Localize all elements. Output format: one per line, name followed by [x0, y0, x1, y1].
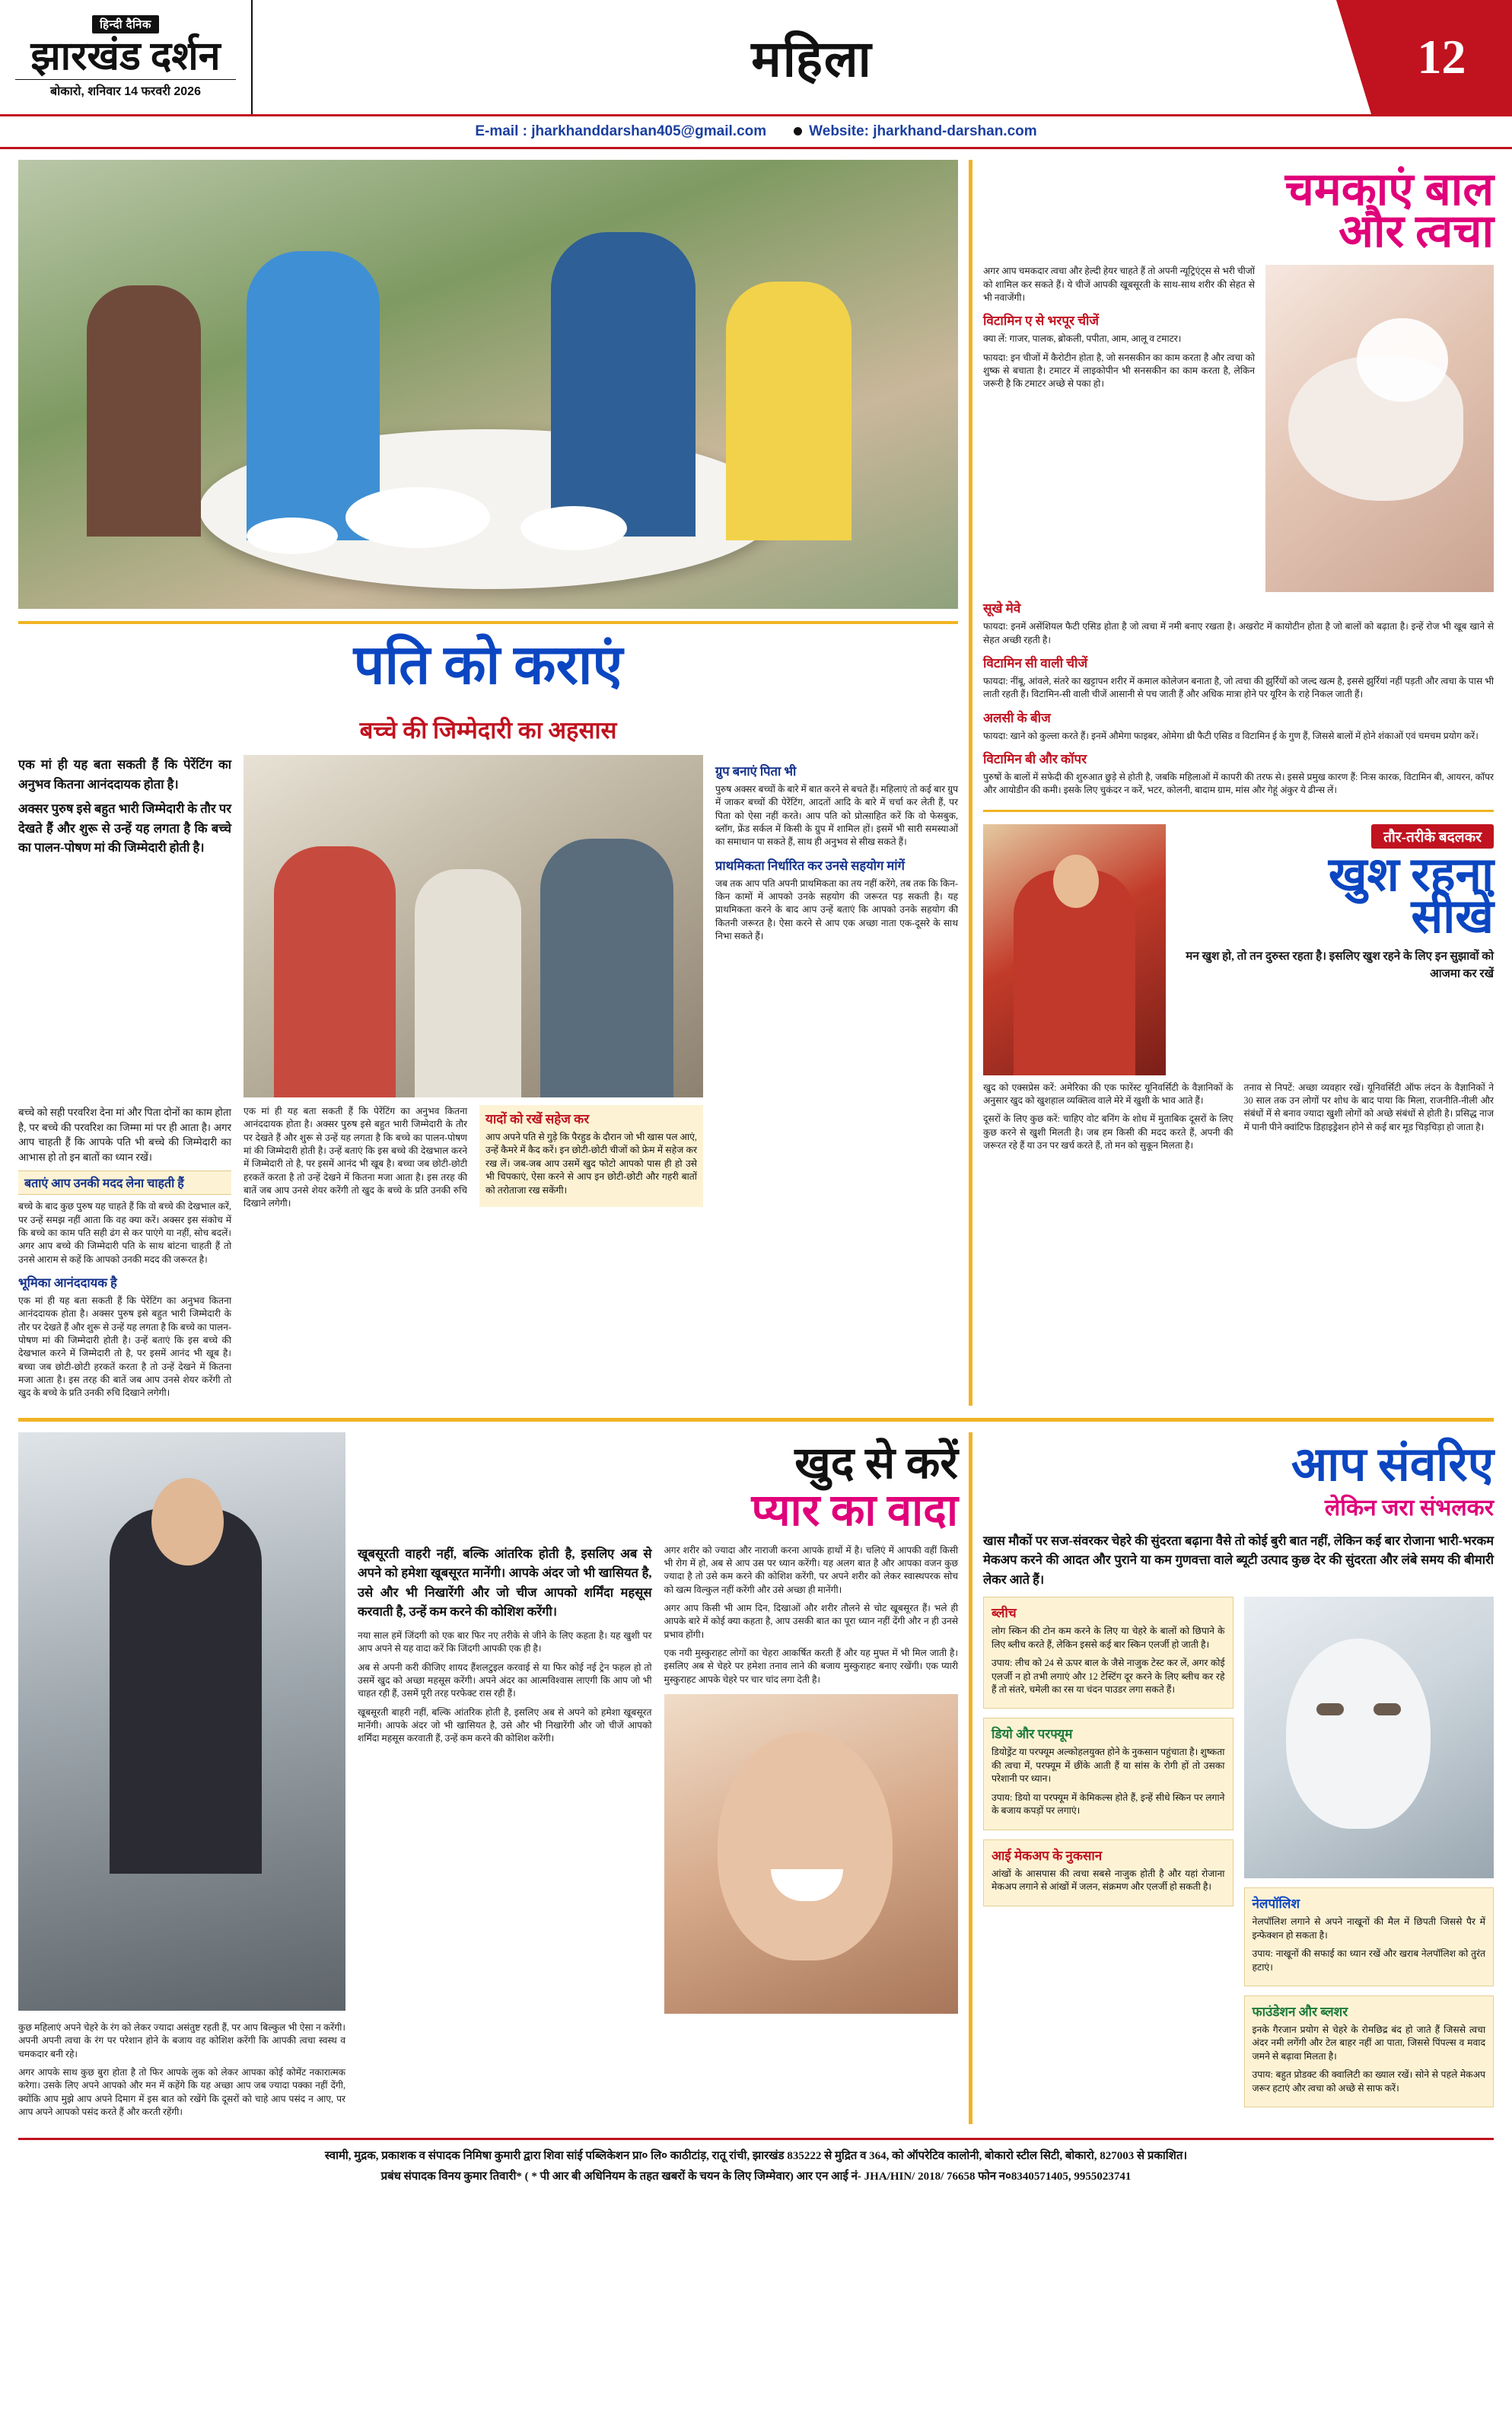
pati-sub4: प्राथमिकता निर्धारित कर उनसे सहयोग मांगें — [715, 858, 905, 873]
pati-para5: जब तक आप पति अपनी प्राथमिकता का तय नहीं करेंगे, तब तक कि किन-किन कामों में आपको उनके सहयोग की जरूरत पड़ सकती है। यह प्राथमिकता करने के बाद आप उन्हें बताएं कि आपको उनके सहयोग की कितनी जरूरत है। ऐसा करने से आप एक अच्छा नाता एक-दूसरे के साथ निभा सकते हैं। — [715, 877, 958, 941]
khud-p3: खूबसूरती बाहरी नहीं, बल्कि आंतरिक होती है, इसलिए अब से अपने को हमेशा खूबसूरत मानेंगी। आपके अंदर जो भी खासियत है, उसे और भी निखारेंगी और जो चीजें आपको शर्मिंदा महसूस करवाती हैं, उन्हें कम करने की कोशिश करेंगी। — [358, 1706, 652, 1744]
pati-para6: आप अपने पति से गुड़े कि पैरहुड के दौरान जो भी खास पल आएं, उन्हें कैमरे में कैद करें। इन छोटी-छोटी चीजों को फ्रेम में सहेज कर रख लें। जब-जब आप उसमें खुद फोटो आपको पास ही हो उसे भी चिपकाएं, ऐसा करने से आप इन छोटी-छोटी और गहरी बातों को तरोताजा रख सकेंगी। — [485, 1132, 697, 1196]
aap-article — [983, 1432, 1494, 2125]
tipbox-nailpolish — [1244, 1887, 1494, 1986]
top-section — [0, 149, 1512, 1406]
khush-p3: तनाव से निपटें: अच्छा व्यवहार रखें। यूनिवर्सिटी ऑफ लंदन के वैज्ञानिकों ने 30 साल तक उन लोगों पर शोध के बाद पाया कि मिला, राजनीति-नीली और संबंधों में से बनाव ज्यादा खुशी लोगों को अच्छे संबंधों से होती है। प्रसिद्ध नाज में पानी पीने क्वांटिफ डिहाइड्रेशन होने से कई बार मूड चिड़चिड़ा हो जाता है। — [1243, 1081, 1494, 1132]
pati-headline: पति को कराएं — [353, 635, 623, 696]
woman-jeans-photo — [18, 1432, 345, 2011]
paper-name: झारखंड दर्शन — [30, 34, 221, 78]
right-column-top — [983, 160, 1494, 1406]
bottom-section — [0, 1432, 1512, 2125]
khush-p1: खुद को एक्सप्रेस करें: अमेरिका की एक फारेंस्ट यूनिवर्सिटी के वैज्ञानिकों के अनुसार खुद को खुशहाल व्यक्तित्व वाले मेरे में खुशी के भाव आते हैं। — [983, 1081, 1233, 1106]
facial-mask-photo — [1244, 1597, 1494, 1878]
khud-photo-col — [18, 1432, 345, 2015]
eye-right — [1374, 1703, 1401, 1715]
plate-3 — [247, 518, 338, 554]
tipbox-eyemakeup — [983, 1839, 1233, 1906]
pati-sub3: ग्रुप बनाएं पिता भी — [715, 764, 797, 779]
chamka-s2: फायदा: इनमें असेंशियल फैटी एसिड होता है जो त्वचा में नमी बनाए रखता है। अखरोट में कायोटीन होता है जो बालों को बढ़ाता है। इन्हें रोज भी खूब खाने से सेहत अच्छी रहती है। — [983, 621, 1494, 645]
pati-para3-a: एक मां ही यह बता सकती हैं कि पेरेंटिंग का अनुभव कितना आनंददायक होता है। अक्सर पुरुष इसे बहुत भारी जिम्मेदारी के तौर पर देखते हैं और शुरू से उन्हें यह लगता है कि बच्चे का पालन-पोषण मां की जिम्मेदारी होती है। उन्हें बताएं कि इस बच्चे की देखभाल करने में जिम्मेदारी तो है, पर इसमें आनंद भी खूब है। बच्चा जब छोटी-छोटी हरकतें करता है तो उन्हें देखने में कितना मजा आता है। इस तरह की बातें जब आप उनसे शेयर करेंगी तो खुद के बच्चे के प्रति उनकी रुचि दिखाने लगेगी। — [18, 1295, 231, 1399]
figure-child-2 — [415, 869, 521, 1097]
footer-line-1: स्वामी, मुद्रक, प्रकाशक व संपादक निमिषा कुमारी द्वारा शिवा सांई पब्लिकेशन प्रा० लि० काठीटांड़, रातू रांची, झारखंड 835222 से मुद्रित व 364, को ऑपरेटिव कालोनी, बोकारो स्टील सिटी, बोकारो, 827003 से प्रकाशित। — [324, 2150, 1188, 2163]
pati-para2: बच्चे के बाद कुछ पुरुष यह चाहते हैं कि वो बच्चे की देखभाल करें, पर उन्हें समझ नहीं आता कि वह क्या करें। अक्सर इस संकोच में कि बच्चे का काम पति सही ढंग से कर पाएंगे या नहीं, सोच बदलें। अगर आप बच्चे की जिम्मेदारी पति के साथ बांटना चाहती हैं तो उनसे आराम से कहें कि आपको उनकी मदद की जरूरत है। — [18, 1201, 231, 1265]
skin-cream-photo — [1265, 265, 1494, 592]
salad-bowl — [345, 487, 490, 548]
chamka-s5: पुरुषों के बालों में सफेदी की शुरुआत छुड़े से होती है, जबकि महिलाओं में कापरी की तरफ से। इससे प्रमुख कारण हैं: निःस कारक, विटामिन बी, आयरन, कॉपर और आयोडीन की कमी। इसके लिए चुकंदर न करें, भटर, कोलनी, बादाम ग्राम, मांस और गेहूं अंकुर ये ढीन्स लें। — [983, 772, 1494, 796]
masthead — [0, 0, 1512, 116]
khud-p6: अगर शरीर को ज्यादा और नाराजी करना आपके हाथों में है। चलिएं में आपकी वहीं किसी भी रोग में हो, अब से आप उस पर ध्यान करेंगी। यह अलग बात है और आपका वजन कुछ ज्यादा है तो उसे कम करने की कोशिश करेंगी, पर अपने शरीर को लेकर स्वास्थपरक सोच को खत्म विल्कुल नहीं करेंगी और उसे अच्छा ही मानेंगी। — [664, 1544, 958, 1595]
pati-main-col — [18, 755, 703, 1406]
saree-woman-photo — [983, 824, 1166, 1075]
left-column — [18, 160, 958, 1406]
tipbox-bleach-title: ब्लीच — [992, 1606, 1017, 1621]
pati-para3-b: एक मां ही यह बता सकती हैं कि पेरेंटिंग का अनुभव कितना आनंददायक होता है। अक्सर पुरुष इसे बहुत भारी जिम्मेदारी के तौर पर देखते हैं और शुरू से उन्हें यह लगता है कि बच्चे का पालन-पोषण मां की जिम्मेदारी होती है। उन्हें बताएं कि इस बच्चे की देखभाल करने में जिम्मेदारी तो है, पर इसमें आनंद भी खूब है। बच्चा जब छोटी-छोटी हरकतें करता है तो उन्हें देखने में कितना मजा आता है। इस तरह की बातें जब आप उनसे शेयर करेंगी तो खुद के बच्चे के प्रति उनकी रुचि दिखाने लगेगी। — [244, 1106, 467, 1209]
pati-side-col — [715, 755, 958, 1406]
masthead-kicker: हिन्दी दैनिक — [92, 15, 159, 33]
chamka-sub2: सूखे मेवे — [983, 601, 1021, 616]
tipbox-deo-text2: उपाय: डियो या परफ्यूम में केमिकल्स होते हैं, इन्हें सीधे स्किन पर लगाने के बजाय कपड़ों पर लगाएं। — [992, 1792, 1225, 1817]
figure-mother — [247, 251, 380, 540]
khud-p1: नया साल हमें जिंदगी को एक बार फिर नए तरीके से जीने के लिए कहता है। यह खुशी पर आप अपने से यह वादा करें कि जिंदगी आपकी एक ही है। — [358, 1630, 652, 1655]
khud-article — [18, 1432, 958, 2125]
chamka-sub1: विटामिन ए से भरपूर चीजें — [983, 314, 1100, 329]
aap-left-col — [983, 1597, 1233, 2116]
tipbox-bleach — [983, 1597, 1233, 1709]
footer-imprint — [18, 2138, 1494, 2200]
woman-smile-photo — [664, 1694, 959, 2014]
figure-boy — [726, 282, 851, 540]
chamka-s1b: फायदा: इन चीजों में कैरोटीन होता है, जो सनसकीन का काम करता है और त्वचा को शुष्क से बचाता है। टमाटर में लाइकोपीन भी सनसकीन का काम करता है, लेकिन जरूरी है कि टमाटर अच्छे से पका हो। — [983, 352, 1255, 390]
chamka-headline-1: चमकाएं बाल — [1284, 164, 1494, 215]
khush-p2: दूसरों के लिए कुछ करें: चाहिए वोट बनिंग के शोध में मुताबिक दूसरों के लिए कुछ करने से खुशी मिलती है। जब हम किसी की मदद करते हैं, अपनी की जरूरत रहे हैं या उन पर खर्च करते हैं, तो मन को सुकून मिलता है। — [983, 1113, 1233, 1151]
tipbox-eyemakeup-text: आंखों के आसपास की त्वचा सबसे नाजुक होती है और यहां रोजाना मेकअप लगाने से आंखों में जलन, संक्रमण और एलर्जी हो सकती है। — [992, 1868, 1225, 1893]
tipbox-foundation-text: इनके गैरजान प्रयोग से चेहरे के रोमछिद्र बंद हो जाते हैं जिससे त्वचा अंदर नमी लगेंगी और टेल बाहर नहीं आ पाता, जिससे पिंपल्स व मवाद जमने से बढ़ावा मिलता है। — [1252, 2024, 1485, 2062]
tipbox-foundation-title: फाउंडेशन और ब्लशर — [1252, 2005, 1348, 2019]
page-number-badge — [1371, 0, 1512, 114]
divider-rule — [18, 621, 958, 624]
pati-para1: बच्चे को सही परवरिश देना मां और पिता दोनों का काम होता है, पर बच्चे की परवरिश का जिम्मा मां पर ही आता है। अगर आप चाहती हैं कि आपके पति भी बच्चे की जिम्मेदारी का आभास हो तो इन बातों का ध्यान रखें। — [18, 1107, 231, 1163]
chamka-sub3: विटामिन सी वाली चीजें — [983, 656, 1088, 671]
tipbox-foundation — [1244, 1995, 1494, 2107]
pati-lead: एक मां ही यह बता सकती हैं कि पेरेंटिंग का अनुभव कितना आनंददायक होता है। — [18, 757, 231, 791]
masthead-nameplate — [0, 0, 253, 114]
khud-p5: अगर आपके साथ कुछ बुरा होता है तो फिर आपके लुक को लेकर आपका कोई कोमेंट नकारात्मक करेगा। उसके लिए अपने आपको और मन में कहेंगे कि यह अच्छा आप जब ज्यादा पक्का नहीं देंगी, क्योंकि आप मुझे आप अपने दिमाग में इस बात को रखेंगे कि दूसरों को चाहे आप पसंद न आए, पर आप अपने आपको पसंद करते हैं और करती रहेंगी। — [18, 2067, 345, 2118]
pati-sub5: यादों को रखें सहेज कर — [485, 1112, 590, 1127]
figure-father — [551, 232, 696, 537]
footer-line-2: प्रबंध संपादक विनय कुमार तिवारी* ( * पी आर बी अधिनियम के तहत खबरों के चयन के लिए जिम्मेवार) आर एन आई नं- JHA/HIN/ 2018/ 76658 फोन न०8340571405, 9955023741 — [380, 2170, 1132, 2183]
tipbox-nailpolish-text2: उपाय: नाखूनों की सफाई का ध्यान रखें और खराब नेलपॉलिश को तुरंत हटाएं। — [1252, 1948, 1485, 1973]
khud-headline-1: खुद से करें — [794, 1438, 958, 1488]
website-link[interactable] — [794, 123, 1037, 140]
tipbox-foundation-text2: उपाय: बहुत प्रोडक्ट की क्वालिटी का ख्याल रखें। सोने से पहले मेकअप जरूर हटाएं और त्वचा को अच्छे से साफ करें। — [1252, 2069, 1485, 2094]
aap-lead: खास मौकों पर सज-संवरकर चेहरे की सुंदरता बढ़ाना वैसे तो कोई बुरी बात नहीं, लेकिन कई बार रोजाना भारी-भरकम मेकअप करने की आदत और पुराने या कम गुणवत्ता वाले ब्यूटी उत्पाद कुछ देर की सुंदरता और लंबे समय की बीमारी लेकर आते हैं। — [983, 1533, 1494, 1587]
pati-sub5-box — [479, 1105, 703, 1207]
pati-article-body — [18, 755, 958, 1406]
chamka-lead: अगर आप चमकदार त्वचा और हेल्दी हेयर चाहते हैं तो अपनी न्यूट्रिएंट्स से भरी चीजों को शामिल कर सकते हैं। ये चीजें आपकी खूबसूरती के साथ-साथ शरीर की सेहत से भी नवाजेंगी। — [983, 266, 1255, 304]
khud-p7: अगर आप किसी भी आम दिन, दिखाओं और शरीर तौलने से चोट खूबसूरत हैं। भले ही आपके बारे में कोई क्या कहता है, आप उसकी बात का पूरा ध्यान नहीं देंगी और न ही उनसे प्रभाव होंगी। — [664, 1603, 958, 1640]
pati-sub1: बताएं आप उनकी मदद लेना चाहती हैं — [18, 1171, 231, 1195]
aap-headline: आप संवरिए — [1291, 1438, 1494, 1491]
tipbox-deo-text: डियोड्रेंट या परफ्यूम अल्कोहलयुक्त होने के नुकसान पहुंचाता है। शुष्कता की त्वचा में, परफ्यूम में छींके आती हैं या सांस के रोगी हों तो उसका परेशानी पर ध्यान। — [992, 1747, 1225, 1785]
khush-kicker: तौर-तरीके बदलकर — [1371, 824, 1494, 849]
contact-bar — [0, 116, 1512, 149]
vertical-rule-1 — [969, 160, 972, 1406]
khud-lead: खूबसूरती वाहरी नहीं, बल्कि आंतरिक होती है, इसलिए अब से अपने को हमेशा खूबसूरत मानेंगी। आपके अंदर जो भी खासियत है, उसे और भी निखारेंगी और जो चीज आपको शर्मिंदा महसूस करवाती है, उन्हें कम करने की कोशिश करेंगी। — [358, 1546, 652, 1620]
chamka-s3: फायदा: नींबू, आंवले, संतरे का खट्टापन शरीर में कमाल कोलेजन बनाता है, जो त्वचा की झुर्रियों को जल्द खत्म है, इससे झुर्रियां नहीं पड़ती और त्वचा के पास भी लाती रहती हैं। विटामिन-सी वाली चीजें आसानी से पच जाती हैं और अधिक मात्रा होने पर यूरिन के राहे निकल जाती हैं। — [983, 676, 1494, 700]
khud-p8: एक नयी मुस्कुराहट लोगों का चेहरा आकर्षित करती हैं और यह मुफ्त में भी मिल जाती है। इसलिए अब से चेहरे पर हमेशा तनाव लाने की बजाय मुस्कुराहट बनाए रखेंगी। एक प्यारी मुस्कुराहट आपके चेहरे पर चार चांद लगा देती है। — [664, 1648, 958, 1685]
tipbox-eyemakeup-title: आई मेकअप के नुकसान — [992, 1848, 1103, 1863]
pati-subheadline: बच्चे की जिम्मेदारी का अहसास — [359, 717, 617, 744]
khud-text-col — [358, 1432, 958, 2015]
section-title: महिला — [751, 32, 873, 88]
pati-lead2: अक्सर पुरुष इसे बहुत भारी जिम्मेदारी के तौर पर देखते हैं और शुरू से उन्हें यह लगता है कि बच्चे का पालन-पोषण मां की जिम्मेदारी होती है। — [18, 801, 231, 855]
aap-subheadline: लेकिन जरा संभलकर — [1324, 1495, 1494, 1521]
dateline: बोकारो, शनिवार 14 फरवरी 2026 — [15, 79, 236, 99]
section-divider — [18, 1418, 1494, 1422]
eye-left — [1316, 1703, 1344, 1715]
figure-girl — [87, 285, 201, 537]
aap-tip-boxes — [983, 1597, 1494, 2116]
figure-father-2 — [540, 839, 673, 1097]
email-link[interactable]: E-mail : jharkhanddarshan405@gmail.com — [475, 123, 767, 139]
tipbox-bleach-text: लोग स्किन की टोन कम करने के लिए या चेहरे के बालों को छिपाने के लिए ब्लीच करते हैं, लेकिन इससे कई बार स्किन एलर्जी हो जाती है। — [992, 1626, 1225, 1650]
khud-top-row — [18, 1432, 958, 2015]
khush-headline-2: सीखें — [1411, 890, 1494, 943]
page-number: 12 — [1417, 30, 1466, 84]
khush-lead: मन खुश हो, तो तन दुरुस्त रहता है। इसलिए खुश रहने के लिए इन सुझावों को आजमा कर रखें — [1186, 949, 1494, 980]
khud-p2: अब से अपनी करी कीजिए शायद हैंशलटुइल करवाई से या फिर कोई नई ट्रेन फहल हो तो उसमें खुद को अच्छा महसूस करेंगी। अपने अंदर का आत्मविश्वास लाएगी कि आप जो भी चाहत रही हैं, उसमें पूरी तरह परफेक्ट रास रही हैं। — [358, 1661, 652, 1699]
divider-rule-2 — [983, 810, 1494, 812]
bullet-icon — [794, 127, 802, 135]
tipbox-deo — [983, 1718, 1233, 1830]
khud-p4: कुछ महिलाएं अपने चेहरे के रंग को लेकर ज्यादा असंतुष्ट रहती हैं, पर आप बिल्कुल भी ऐसा न करेंगी। अपनी अपनी त्वचा के रंग पर परेशान होने के बजाय वह कोशिश करेंगी कि आपकी त्वचा स्वस्थ व चमकदार बनी रहे। — [18, 2022, 345, 2059]
tipbox-bleach-text2: उपाय: लीच को 24 से ऊपर बाल के जैसे नाजुक टेस्ट कर लें, अगर कोई एलर्जी न हो तभी लगाएं और 12 टेस्टिंग दूर करने के लिए ब्लीच कर रहे हैं तो संतरे, चमेली का रस या चंदन पाउडर लगा सकते हैं। — [992, 1658, 1225, 1695]
figure-mother-2 — [274, 846, 396, 1097]
figure-saree-head — [1053, 855, 1099, 908]
pati-para4: पुरुष अक्सर बच्चों के बारे में बात करने से बचते हैं। महिलाएं तो कई बार ग्रुप में जाकर बच्चों की पेरेंटिंग, आदतों आदि के बारे में चर्चा कर लेती हैं, पर पिता को ऐसा नहीं करते। आप पति को प्रोत्साहित करें कि वो फेसबुक, ब्लॉग, फ्रेंड सर्कल में किसी के ग्रुप में शामिल हों। इसमें भी सारी समस्याओं का समाधान पा सकते हैं, साथ ही अनुभव से सीख सकते हैं। — [715, 784, 958, 848]
family-laughing-photo — [244, 755, 703, 1097]
plate-2 — [520, 506, 627, 550]
chamka-s4: फायदा: खाने को कुल्ला करते हैं। इनमें औमेगा फाइबर, ओमेगा थ्री फैटी एसिड व विटामिन ई के गुण हैं, जिससे बालों में होने शंकाओं एवं चमचम प्रयोग करें। — [983, 730, 1479, 741]
chamka-sub5: विटामिन बी और कॉपर — [983, 752, 1087, 767]
tipbox-deo-title: डियो और परफ्यूम — [992, 1727, 1073, 1742]
foam-shape — [1357, 318, 1448, 402]
section-title-container — [253, 0, 1371, 114]
figure-woman-head — [151, 1478, 224, 1565]
website-text: Website: jharkhand-darshan.com — [809, 123, 1037, 139]
khud-headline-2: प्यार का वादा — [751, 1486, 958, 1536]
pati-sub2: भूमिका आनंददायक है — [18, 1275, 117, 1290]
khush-headline-1: खुश रहना — [1328, 849, 1494, 901]
chamka-s1a: क्या लें: गाजर, पालक, ब्रोकली, पपीता, आम, आलू व टमाटर। — [983, 333, 1182, 345]
chamka-headline-2: और त्वचा — [1339, 206, 1494, 257]
aap-right-col — [1244, 1597, 1494, 2116]
chamka-sub4: अलसी के बीज — [983, 710, 1051, 725]
mask-face-shape — [1286, 1639, 1431, 1829]
tipbox-nailpolish-title: नेलपॉलिश — [1252, 1897, 1300, 1912]
face-shape — [718, 1732, 893, 1960]
tipbox-nailpolish-text: नेलपॉलिश लगाने से अपने नाखूनों की मैल में छिपती जिससे पैर में इन्फेक्शन हो सकता है। — [1252, 1916, 1485, 1941]
family-dining-photo — [18, 160, 958, 609]
vertical-rule-2 — [969, 1432, 972, 2125]
